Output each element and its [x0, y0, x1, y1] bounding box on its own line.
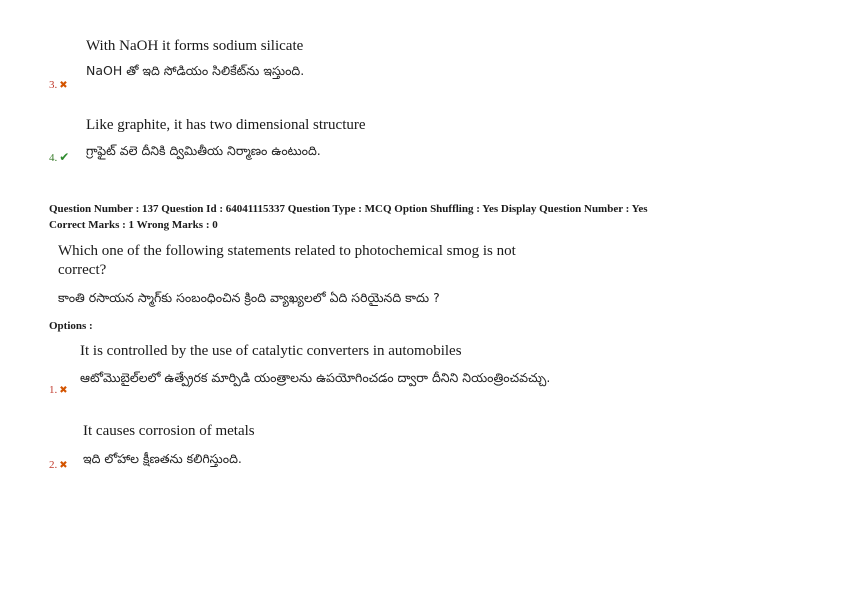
option-2-number: 2. ✖	[49, 459, 68, 471]
prev-option-4-text-te: గ్రాఫైట్ వలె దీనికి ద్విమితీయ నిర్మాణం ఉంటుంది.	[86, 143, 321, 158]
wrong-mark-icon: ✖	[59, 80, 68, 91]
option-1-text-te: ఆటోమొబైల్‌లలో ఉత్ప్రేరక మార్పిడి యంత్రాలను ఉపయోగించడం ద్వారా దీనిని నియంత్రించవచ్చు.	[80, 370, 551, 385]
question-text-line2: correct?	[58, 262, 107, 278]
question-text-te: కాంతి రసాయన స్మాగ్‌కు సంబంధించిన క్రింది వ్యాఖ్యలలో ఏది సరియైనది కాదు ?	[58, 290, 440, 305]
prev-option-4-text: Like graphite, it has two dimensional structure	[86, 117, 366, 133]
question-marks: Correct Marks : 1 Wrong Marks : 0	[49, 219, 218, 231]
question-text-line1: Which one of the following statements related to photochemical smog is not	[58, 243, 516, 259]
wrong-mark-icon: ✖	[59, 460, 68, 471]
wrong-mark-icon: ✖	[59, 385, 68, 396]
option-1-text: It is controlled by the use of catalytic converters in automobiles	[80, 343, 462, 359]
correct-mark-icon: ✔	[59, 150, 70, 164]
prev-option-3-text-te: NaOH తో ఇది సోడియం సిలికేట్‌ను ఇస్తుంది.	[86, 63, 305, 78]
prev-option-4-number: 4. ✔	[49, 150, 70, 164]
prev-option-3-number: 3. ✖	[49, 79, 68, 91]
options-label: Options :	[49, 320, 93, 332]
option-2-text-te: ఇది లోహాల క్షీణతను కలిగిస్తుంది.	[83, 451, 242, 466]
option-2-text: It causes corrosion of metals	[83, 423, 255, 439]
question-meta: Question Number : 137 Question Id : 64041115337 Question Type : MCQ Option Shuffling : Yes Display Question Number : Yes	[49, 203, 648, 215]
option-1-number: 1. ✖	[49, 384, 68, 396]
prev-option-3-text: With NaOH it forms sodium silicate	[86, 38, 304, 54]
